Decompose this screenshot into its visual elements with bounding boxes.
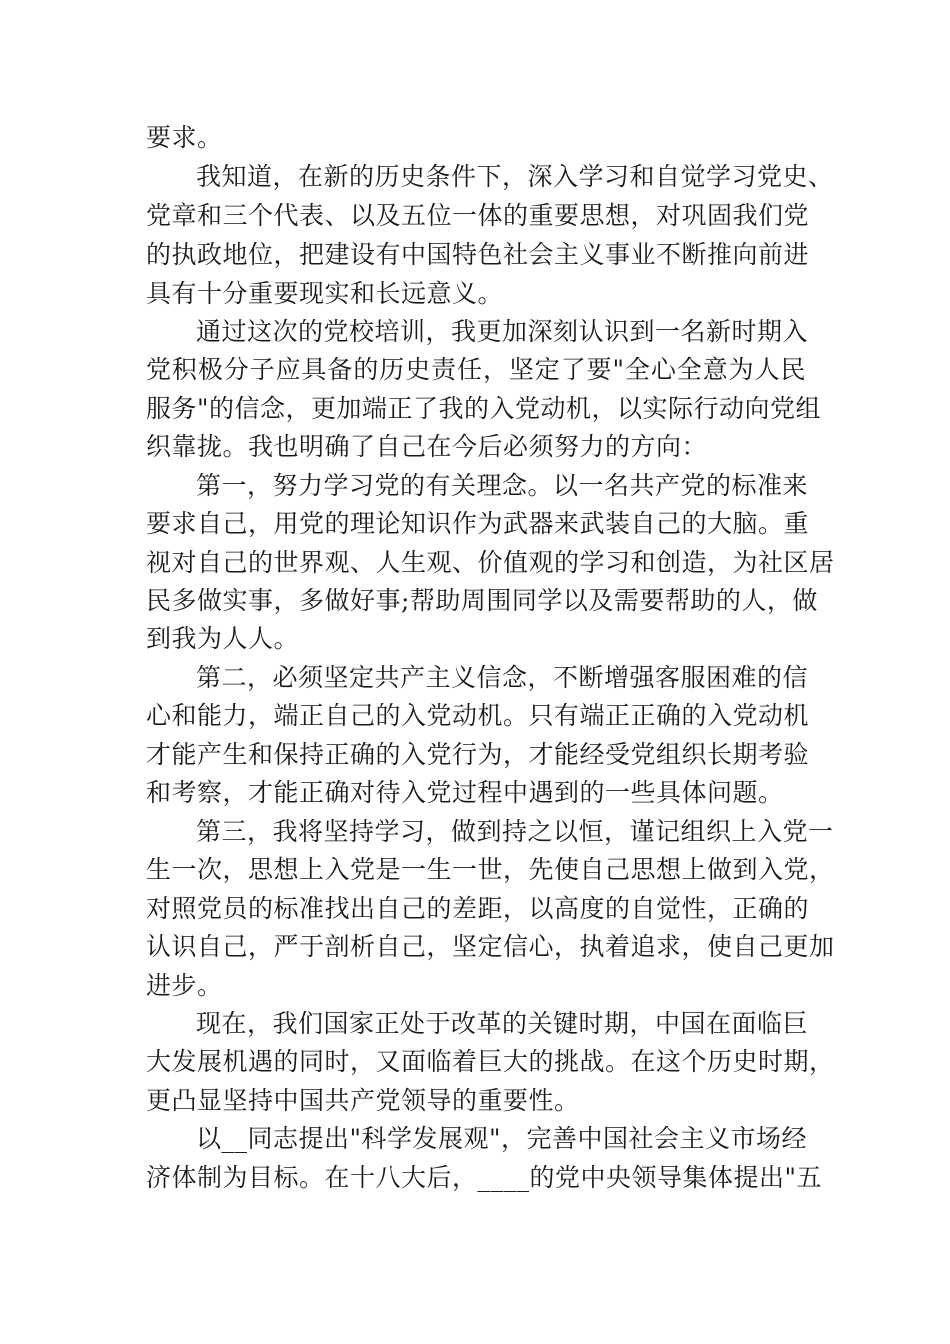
text-line: 进步。 <box>146 971 223 1000</box>
text-line: 民多做实事，多做好事;帮助周围同学以及需要帮助的人，做 <box>146 586 818 615</box>
paragraph-first-line: 第二，必须坚定共产主义信念，不断增强客服困难的信 <box>196 663 809 692</box>
text-line: 对照党员的标准找出自己的差距，以高度的自觉性，正确的 <box>146 894 810 923</box>
text-line: 视对自己的世界观、人生观、价值观的学习和创造，为社区居 <box>146 548 835 577</box>
text-line: 要求。 <box>146 123 223 152</box>
text-line: 大发展机遇的同时，又面临着巨大的挑战。在这个历史时期， <box>146 1047 835 1076</box>
paragraph-first-line: 第三，我将坚持学习，做到持之以恒，谨记组织上入党一 <box>196 817 834 846</box>
text-line: 的执政地位，把建设有中国特色社会主义事业不断推向前进 <box>146 240 810 269</box>
paragraph-first-line: 第一，努力学习党的有关理念。以一名共产党的标准来 <box>196 471 809 500</box>
text-line: 党章和三个代表、以及五位一体的重要思想，对巩固我们党 <box>146 201 810 230</box>
text-line: 具有十分重要现实和长远意义。 <box>146 279 504 308</box>
text-line: 更凸显坚持中国共产党领导的重要性。 <box>146 1086 580 1115</box>
paragraph-first-line: 通过这次的党校培训，我更加深刻认识到一名新时期入 <box>196 317 809 346</box>
text-line: 才能产生和保持正确的入党行为，才能经受党组织长期考验 <box>146 740 810 769</box>
text-line: 济体制为目标。在十八大后，____的党中央领导集体提出"五 <box>146 1163 823 1192</box>
text-line: 心和能力，端正自己的入党动机。只有端正正确的入党动机 <box>146 701 810 730</box>
paragraph-first-line: 以__同志提出"科学发展观"，完善中国社会主义市场经 <box>196 1124 808 1153</box>
text-line: 到我为人人。 <box>146 624 300 653</box>
paragraph-first-line: 我知道，在新的历史条件下，深入学习和自觉学习党史、 <box>196 162 834 191</box>
text-line: 要求自己，用党的理论知识作为武器来武装自己的大脑。重 <box>146 509 810 538</box>
paragraph-first-line: 现在，我们国家正处于改革的关键时期，中国在面临巨 <box>196 1009 809 1038</box>
text-line: 认识自己，严于剖析自己，坚定信心，执着追求，使自己更加 <box>146 932 835 961</box>
text-line: 服务"的信念，更加端正了我的入党动机，以实际行动向党组 <box>146 394 822 423</box>
text-line: 党积极分子应具备的历史责任，坚定了要"全心全意为人民 <box>146 355 806 384</box>
text-line: 生一次，思想上入党是一生一世，先使自己思想上做到入党， <box>146 855 835 884</box>
text-line: 和考察，才能正确对待入党过程中遇到的一些具体问题。 <box>146 778 784 807</box>
text-line: 织靠拢。我也明确了自己在今后必须努力的方向： <box>146 432 708 461</box>
